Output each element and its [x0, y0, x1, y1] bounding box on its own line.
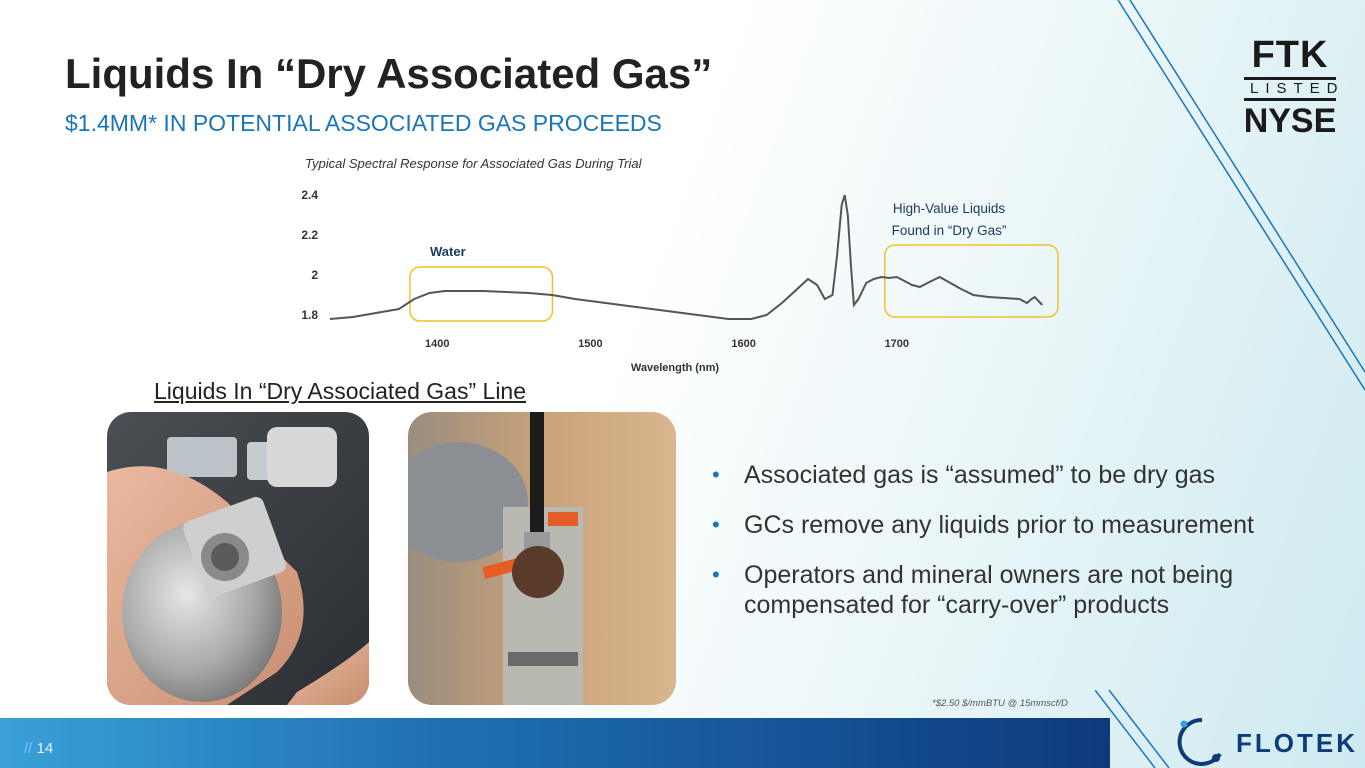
chart-title: Typical Spectral Response for Associated Gas During Trial: [305, 156, 642, 171]
ftk-nyse-logo: [1240, 34, 1345, 140]
sample-cylinder-photo: [107, 412, 369, 705]
high-value-label-line2: Found in “Dry Gas”: [891, 223, 1007, 238]
bullet-item: [712, 560, 1332, 620]
page-separator: //: [24, 740, 33, 757]
y-tick-label: 2: [311, 268, 318, 282]
pipeline-probe-photo: [408, 412, 676, 705]
y-tick-label: 2.2: [301, 228, 318, 242]
page-number-value: 14: [36, 740, 54, 757]
footer-diagonal-lines: [1095, 690, 1175, 768]
high-value-liquids-label: [860, 198, 1038, 242]
flotek-logo-icon: [1172, 712, 1232, 768]
x-tick-label: 1400: [424, 338, 450, 350]
high-value-highlight-box: [885, 245, 1058, 317]
bullet-dot: •: [712, 562, 720, 587]
bullet-dot: •: [712, 462, 720, 487]
ftk-logo-top: FTK: [1251, 34, 1329, 76]
footer-bar: [0, 718, 1110, 768]
bullet-text: Associated gas is “assumed” to be dry gas: [744, 461, 1216, 489]
x-tick-label: 1700: [884, 338, 910, 350]
page-subtitle: $1.4MM* IN POTENTIAL ASSOCIATED GAS PROCEEDS: [65, 110, 662, 136]
high-value-label-line1: High-Value Liquids: [892, 201, 1006, 216]
y-tick-label: 1.8: [301, 308, 318, 322]
bullet-item: [712, 460, 1332, 490]
bullet-dot: •: [712, 512, 720, 537]
x-tick-label: 1600: [731, 338, 756, 350]
photos-section-label: Liquids In “Dry Associated Gas” Line: [154, 378, 527, 404]
bullet-item: [712, 510, 1332, 540]
ftk-logo-middle: LISTED: [1244, 77, 1336, 101]
page-number: [24, 740, 53, 757]
flotek-logo-text: FLOTEK: [1236, 728, 1358, 758]
chart-x-axis-label: Wavelength (nm): [630, 362, 720, 374]
footnote: *$2.50 $/mmBTU @ 15mmscf/D: [932, 698, 1068, 709]
page-title: Liquids In “Dry Associated Gas”: [65, 50, 713, 97]
ftk-logo-bottom: NYSE: [1243, 102, 1337, 140]
x-tick-label: 1500: [578, 338, 603, 350]
water-annotation-label: Water: [430, 244, 466, 259]
bullet-text: Operators and mineral owners are not being compensated for “carry-over” products: [744, 561, 1234, 619]
bullet-text: GCs remove any liquids prior to measurement: [744, 511, 1254, 539]
bullet-list: [712, 460, 1332, 640]
y-tick-label: 2.4: [301, 188, 318, 202]
